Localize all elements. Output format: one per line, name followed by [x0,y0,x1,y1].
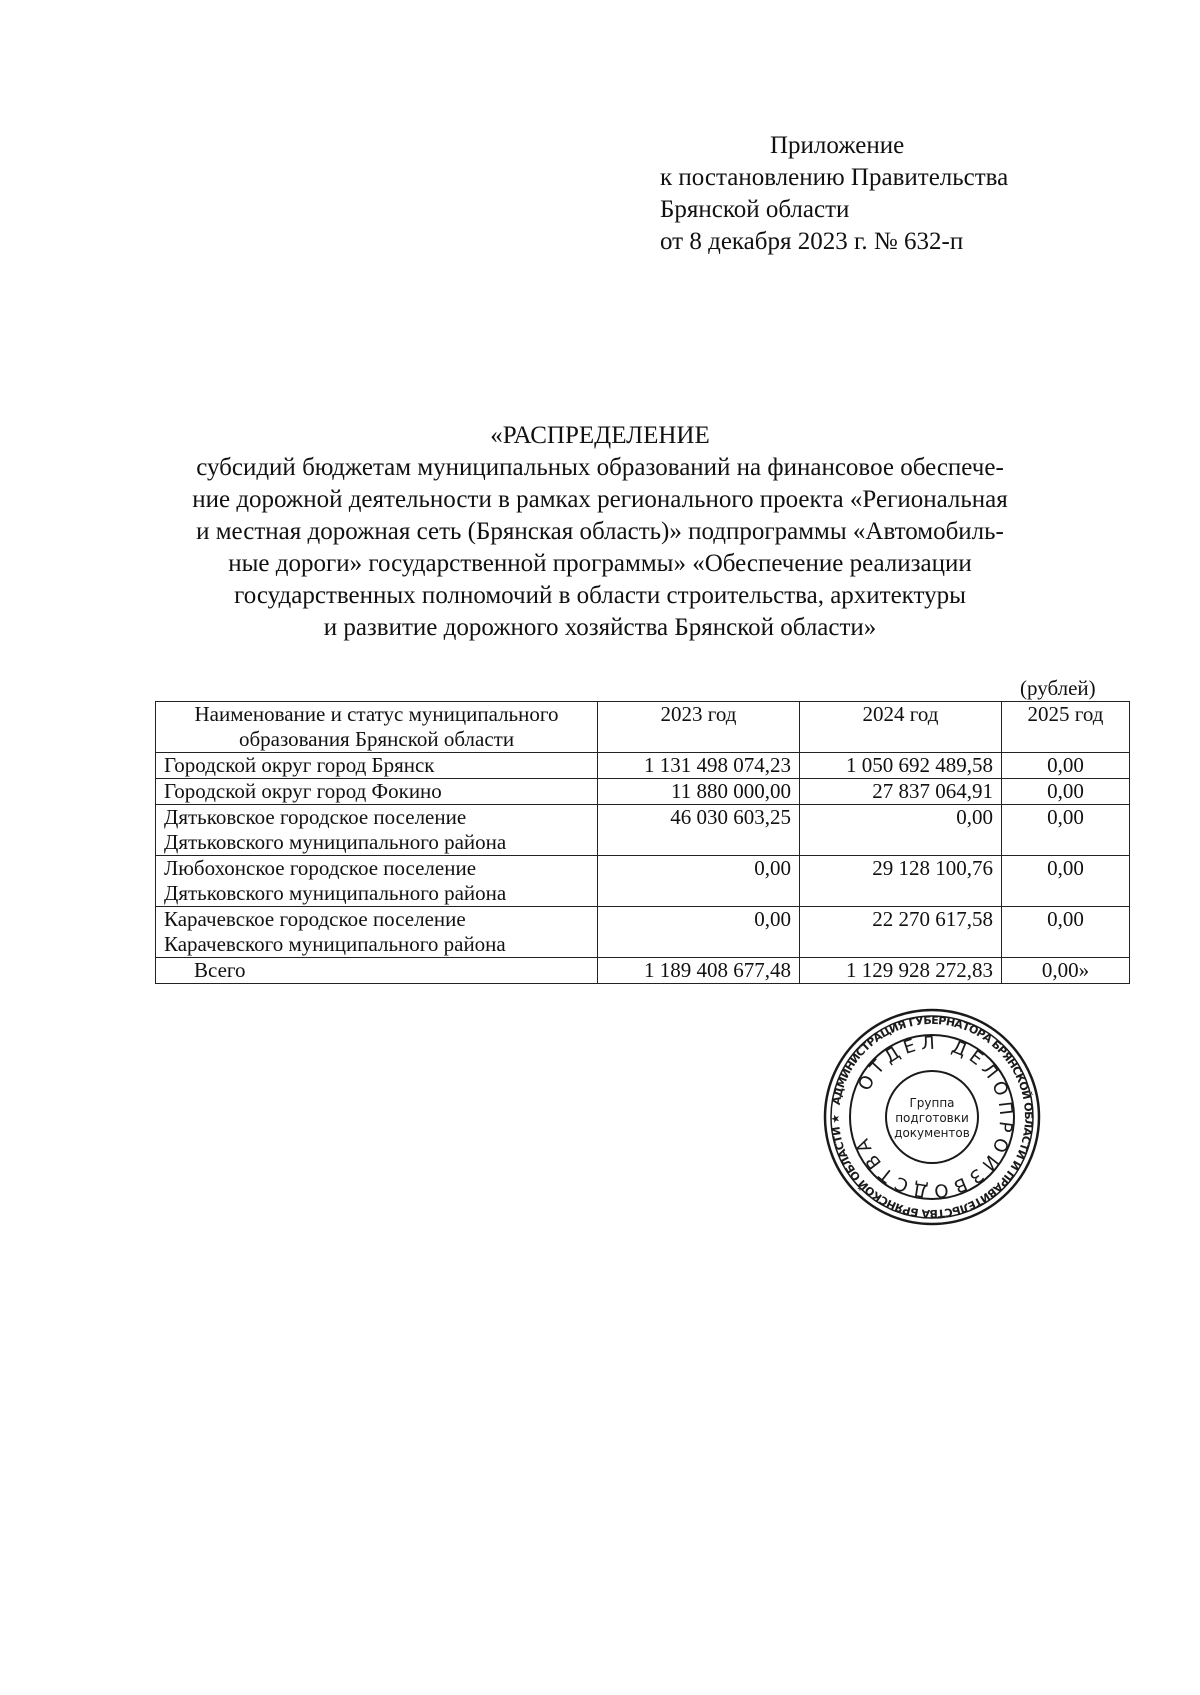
row-name-line: Карачевское городское поселение [164,907,466,931]
office-stamp [822,1007,1042,1227]
stamp-middle-text: ОТДЕЛ ДЕЛОПРОИЗВОДСТВА [852,1032,1017,1202]
row-2025: 0,00 [1002,856,1130,907]
header-name [156,702,598,753]
budget-table [155,701,1130,984]
row-name: Городской округ город Брянск [156,753,598,779]
total-2024: 1 129 928 272,83 [800,958,1002,984]
row-2023: 0,00 [598,907,800,958]
header-2024: 2024 год [800,702,1002,753]
appendix-line: Брянской области [660,196,850,223]
row-name-line: Карачевского муниципального района [164,932,506,956]
appendix-line: к постановлению Правительства [660,164,1009,191]
header-name-line: образования Брянской области [238,727,515,751]
stamp-center-line: документов [894,1126,970,1140]
total-2025: 0,00» [1002,958,1130,984]
row-2024: 22 270 617,58 [800,907,1002,958]
title-line: субсидий бюджетам муниципальных образований на финансовое обеспече- [196,454,1004,481]
title-line: государственных полномочий в области строительства, архитектуры [234,582,966,609]
row-name-line: Дятьковского муниципального района [164,830,507,854]
header-2023: 2023 год [598,702,800,753]
stamp-center-line: подготовки [895,1111,969,1125]
table-row [156,907,1130,958]
table-row [156,805,1130,856]
row-name-line: Любохонское городское поселение [164,856,477,880]
stamp-outer-text: АДМИНИСТРАЦИЯ ГУБЕРНАТОРА БРЯНСКОЙ ОБЛАСТИ И ПРАВИТЕЛЬСТВА БРЯНСКОЙ ОБЛАСТИ ★ [828,1013,1036,1221]
total-2023: 1 189 408 677,48 [598,958,800,984]
table-row [156,779,1130,805]
title-line: ные дороги» государственной программы» «Обеспечение реализации [228,550,972,577]
table-row [156,753,1130,779]
row-name [156,856,598,907]
title-line: и развитие дорожного хозяйства Брянской области» [323,614,877,641]
stamp-center-line: Группа [909,1096,955,1110]
title-line: ние дорожной деятельности в рамках регионального проекта «Региональная [192,486,1008,513]
table-total-row [156,958,1130,984]
row-name [156,805,598,856]
row-name-line: Дятьковское городское поселение [164,805,467,829]
table-row [156,856,1130,907]
row-2025: 0,00 [1002,805,1130,856]
row-name-line: Дятьковского муниципального района [164,881,507,905]
row-2023: 11 880 000,00 [598,779,800,805]
row-2024: 1 050 692 489,58 [800,753,1002,779]
row-2023: 46 030 603,25 [598,805,800,856]
appendix-date-number: от 8 декабря 2023 г. № 632-п [660,228,964,255]
row-name: Городской округ город Фокино [156,779,598,805]
row-2024: 0,00 [800,805,1002,856]
document-title [150,420,1050,644]
total-label: Всего [156,958,598,984]
appendix-title: Приложение [770,132,905,159]
title-heading: «РАСПРЕДЕЛЕНИЕ [490,422,710,449]
row-2023: 0,00 [598,856,800,907]
row-2025: 0,00 [1002,753,1130,779]
appendix-block [660,130,1008,258]
row-2024: 29 128 100,76 [800,856,1002,907]
row-2025: 0,00 [1002,907,1130,958]
title-line: и местная дорожная сеть (Брянская область)» подпрограммы «Автомобиль- [196,518,1004,545]
row-2024: 27 837 064,91 [800,779,1002,805]
row-2023: 1 131 498 074,23 [598,753,800,779]
table-header-row [156,702,1130,753]
row-name [156,907,598,958]
header-2025: 2025 год [1002,702,1130,753]
row-2025: 0,00 [1002,779,1130,805]
header-name-line: Наименование и статус муниципального [194,702,559,726]
units-label: (рублей) [1020,676,1096,700]
